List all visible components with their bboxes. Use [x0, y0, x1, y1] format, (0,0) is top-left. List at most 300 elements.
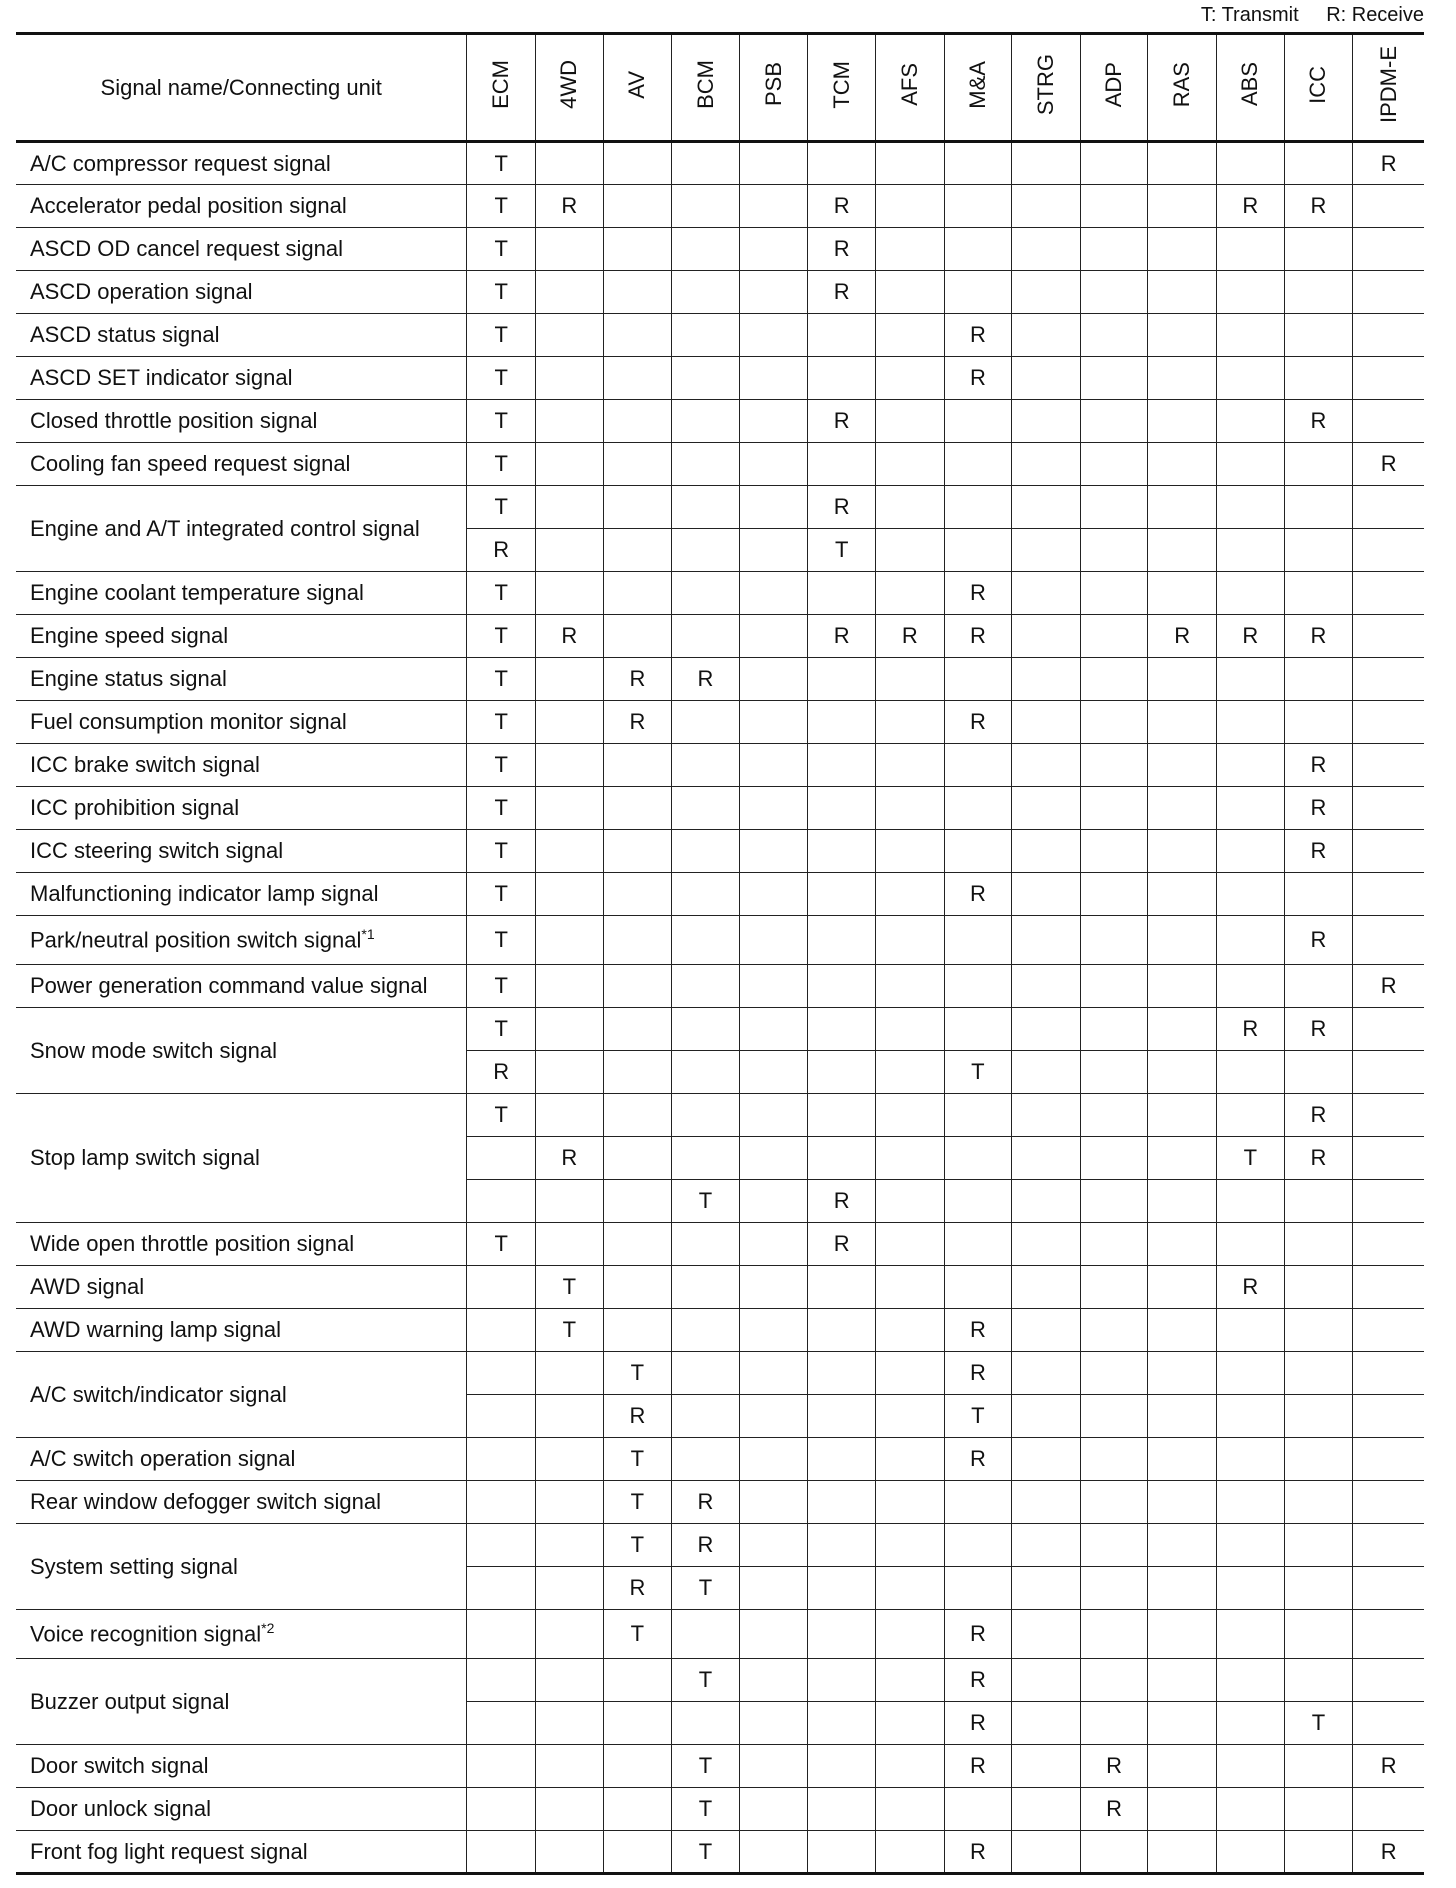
signal-direction-cell — [1148, 529, 1217, 572]
signal-direction-cell: R — [944, 1309, 1012, 1352]
signal-direction-cell — [536, 1702, 604, 1745]
signal-direction-cell — [1353, 830, 1424, 873]
signal-direction-cell: T — [467, 314, 536, 357]
signal-direction-cell: R — [1284, 830, 1353, 873]
signal-direction-cell: T — [808, 529, 876, 572]
signal-name-cell — [16, 1745, 467, 1788]
unit-column-header — [875, 34, 944, 142]
signal-direction-cell — [1012, 1788, 1081, 1831]
signal-direction-cell — [672, 1610, 740, 1659]
signal-direction-cell — [1353, 228, 1424, 271]
signal-direction-cell — [808, 873, 876, 916]
unit-label: ADP — [1101, 61, 1127, 108]
signal-direction-cell — [739, 314, 808, 357]
signal-direction-cell: R — [808, 1223, 876, 1266]
signal-direction-cell: R — [536, 615, 604, 658]
signal-direction-cell: T — [467, 142, 536, 185]
table-row — [16, 965, 1424, 1008]
signal-direction-cell: T — [536, 1266, 604, 1309]
signal-name-cell — [16, 1788, 467, 1831]
signal-direction-cell — [875, 1481, 944, 1524]
signal-direction-cell — [808, 1094, 876, 1137]
signal-direction-cell — [1353, 572, 1424, 615]
header-row — [16, 34, 1424, 142]
signal-direction-cell — [944, 443, 1012, 486]
signal-direction-cell — [603, 873, 672, 916]
signal-direction-cell: R — [467, 529, 536, 572]
signal-direction-cell — [1217, 965, 1285, 1008]
signal-direction-cell — [739, 1094, 808, 1137]
signal-direction-cell — [1353, 916, 1424, 965]
signal-direction-cell: R — [1284, 1137, 1353, 1180]
unit-column-header — [1353, 34, 1424, 142]
signal-name: ASCD OD cancel request signal — [30, 236, 344, 261]
signal-direction-cell — [603, 228, 672, 271]
signal-direction-cell — [739, 965, 808, 1008]
signal-name: ICC brake switch signal — [30, 752, 260, 777]
signal-direction-cell: T — [603, 1438, 672, 1481]
signal-direction-cell — [603, 615, 672, 658]
signal-direction-cell: T — [672, 1567, 740, 1610]
signal-direction-cell — [1012, 916, 1081, 965]
signal-direction-cell: T — [467, 443, 536, 486]
signal-direction-cell — [1217, 1481, 1285, 1524]
signal-direction-cell — [1217, 1309, 1285, 1352]
signal-direction-cell — [808, 1051, 876, 1094]
signal-direction-cell — [1012, 830, 1081, 873]
signal-direction-cell: R — [808, 400, 876, 443]
signal-direction-cell — [1148, 701, 1217, 744]
signal-direction-cell — [1284, 1438, 1353, 1481]
signal-name: Engine status signal — [30, 666, 227, 691]
signal-direction-cell — [875, 1745, 944, 1788]
signal-name: Park/neutral position switch signal — [30, 927, 362, 953]
signal-direction-cell — [1217, 1051, 1285, 1094]
signal-direction-cell — [875, 185, 944, 228]
signal-direction-cell — [1353, 1481, 1424, 1524]
signal-direction-cell — [1148, 658, 1217, 701]
signal-direction-cell — [467, 1745, 536, 1788]
signal-name: Engine speed signal — [30, 623, 229, 648]
signal-direction-cell — [1012, 529, 1081, 572]
table-row — [16, 1008, 1424, 1051]
signal-direction-cell — [1080, 1223, 1148, 1266]
signal-direction-cell — [1284, 1180, 1353, 1223]
signal-direction-cell — [1353, 1266, 1424, 1309]
signal-direction-cell — [672, 357, 740, 400]
signal-direction-cell — [1148, 443, 1217, 486]
signal-direction-cell — [739, 1137, 808, 1180]
signal-name-cell — [16, 357, 467, 400]
signal-direction-cell — [1012, 1352, 1081, 1395]
signal-direction-cell — [1012, 1309, 1081, 1352]
signal-direction-cell — [467, 1137, 536, 1180]
signal-direction-cell — [1217, 572, 1285, 615]
signal-name: Rear window defogger switch signal — [30, 1489, 381, 1514]
legend-receive: R: Receive — [1326, 4, 1424, 26]
signal-direction-cell — [808, 142, 876, 185]
signal-direction-cell — [1080, 228, 1148, 271]
signal-direction-cell — [603, 1659, 672, 1702]
table-row — [16, 228, 1424, 271]
signal-direction-cell — [944, 529, 1012, 572]
signal-direction-cell — [1353, 787, 1424, 830]
signal-name-cell — [16, 1524, 467, 1610]
signal-direction-cell — [603, 1266, 672, 1309]
signal-direction-cell: R — [1284, 787, 1353, 830]
signal-direction-cell — [603, 1831, 672, 1874]
signal-direction-cell — [1217, 1223, 1285, 1266]
signal-direction-cell — [1217, 1524, 1285, 1567]
signal-direction-cell: R — [1353, 443, 1424, 486]
signal-direction-cell — [536, 1831, 604, 1874]
signal-direction-cell — [536, 486, 604, 529]
signal-name-cell — [16, 744, 467, 787]
signal-direction-cell: R — [808, 1180, 876, 1223]
signal-direction-cell — [1080, 830, 1148, 873]
signal-direction-cell — [672, 1137, 740, 1180]
signal-direction-cell — [467, 1659, 536, 1702]
signal-direction-cell — [603, 271, 672, 314]
signal-direction-cell — [672, 142, 740, 185]
signal-direction-cell — [1080, 1524, 1148, 1567]
unit-label: BCM — [692, 60, 718, 109]
unit-label: TCM — [828, 60, 854, 109]
signal-direction-cell — [603, 314, 672, 357]
signal-direction-cell — [672, 1008, 740, 1051]
signal-direction-cell — [1284, 701, 1353, 744]
signal-direction-cell — [1012, 142, 1081, 185]
signal-direction-cell: T — [467, 228, 536, 271]
signal-name-cell — [16, 1008, 467, 1094]
signal-direction-cell — [808, 1352, 876, 1395]
signal-direction-cell — [536, 529, 604, 572]
signal-direction-cell — [1148, 1745, 1217, 1788]
unit-label: AV — [624, 70, 650, 99]
signal-direction-cell — [1148, 1610, 1217, 1659]
signal-direction-cell — [1012, 572, 1081, 615]
signal-direction-cell — [1217, 529, 1285, 572]
signal-direction-cell — [672, 314, 740, 357]
table-row — [16, 314, 1424, 357]
signal-direction-cell — [1284, 486, 1353, 529]
can-signal-table-container — [16, 32, 1424, 1875]
signal-direction-cell — [1080, 1438, 1148, 1481]
signal-direction-cell: T — [944, 1395, 1012, 1438]
signal-direction-cell — [1353, 1137, 1424, 1180]
signal-direction-cell — [603, 400, 672, 443]
unit-column-header — [808, 34, 876, 142]
signal-direction-cell — [536, 1610, 604, 1659]
signal-direction-cell: T — [467, 1223, 536, 1266]
signal-direction-cell — [1012, 400, 1081, 443]
table-row — [16, 1524, 1424, 1567]
signal-direction-cell: R — [1284, 615, 1353, 658]
signal-direction-cell — [1148, 1438, 1217, 1481]
footnote-marker: *1 — [361, 926, 375, 943]
signal-direction-cell: R — [1284, 916, 1353, 965]
signal-direction-cell — [1148, 1008, 1217, 1051]
signal-direction-cell — [1012, 1395, 1081, 1438]
signal-direction-cell — [1080, 1610, 1148, 1659]
signal-direction-cell — [808, 1567, 876, 1610]
signal-name-cell — [16, 443, 467, 486]
signal-direction-cell — [739, 1610, 808, 1659]
signal-direction-cell — [875, 357, 944, 400]
signal-direction-cell — [1148, 185, 1217, 228]
signal-direction-cell — [739, 873, 808, 916]
signal-direction-cell: R — [672, 1524, 740, 1567]
signal-direction-cell: R — [603, 1567, 672, 1610]
signal-direction-cell — [1217, 1352, 1285, 1395]
signal-name-cell — [16, 314, 467, 357]
signal-name-cell — [16, 228, 467, 271]
signal-direction-cell — [739, 185, 808, 228]
table-row — [16, 1094, 1424, 1137]
signal-direction-cell — [1148, 1567, 1217, 1610]
signal-direction-cell — [739, 228, 808, 271]
signal-direction-cell: R — [1148, 615, 1217, 658]
signal-direction-cell: R — [944, 314, 1012, 357]
signal-direction-cell — [875, 744, 944, 787]
signal-direction-cell — [536, 443, 604, 486]
signal-direction-cell: R — [536, 185, 604, 228]
signal-direction-cell — [875, 1438, 944, 1481]
signal-direction-cell — [536, 1395, 604, 1438]
signal-direction-cell — [467, 1395, 536, 1438]
signal-name-cell — [16, 658, 467, 701]
signal-direction-cell — [603, 787, 672, 830]
signal-direction-cell: R — [1284, 185, 1353, 228]
signal-direction-cell — [808, 1438, 876, 1481]
signal-direction-cell — [672, 1309, 740, 1352]
signal-direction-cell — [1012, 357, 1081, 400]
signal-direction-cell — [603, 1137, 672, 1180]
can-signal-table — [16, 32, 1424, 1875]
signal-direction-cell — [875, 314, 944, 357]
signal-direction-cell — [1217, 142, 1285, 185]
signal-direction-cell — [875, 1266, 944, 1309]
signal-name: System setting signal — [30, 1553, 238, 1579]
signal-direction-cell — [875, 1702, 944, 1745]
signal-direction-cell — [536, 658, 604, 701]
signal-direction-cell — [672, 1352, 740, 1395]
signal-direction-cell — [1353, 1352, 1424, 1395]
signal-direction-cell: T — [603, 1610, 672, 1659]
signal-direction-cell: T — [944, 1051, 1012, 1094]
signal-direction-cell — [739, 830, 808, 873]
unit-label: 4WD — [556, 60, 582, 109]
signal-direction-cell — [1012, 1481, 1081, 1524]
signal-direction-cell — [944, 1180, 1012, 1223]
signal-direction-cell — [808, 1266, 876, 1309]
signal-direction-cell — [808, 744, 876, 787]
table-row — [16, 572, 1424, 615]
signal-direction-cell: T — [603, 1524, 672, 1567]
signal-direction-cell: R — [1353, 142, 1424, 185]
signal-direction-cell — [739, 443, 808, 486]
signal-name-cell — [16, 1438, 467, 1481]
signal-direction-cell — [875, 400, 944, 443]
signal-direction-cell — [536, 701, 604, 744]
signal-direction-cell — [808, 1309, 876, 1352]
signal-direction-cell — [1148, 787, 1217, 830]
signal-direction-cell — [808, 1745, 876, 1788]
signal-direction-cell — [536, 1524, 604, 1567]
unit-label: AFS — [896, 63, 922, 106]
unit-label: IPDM-E — [1375, 46, 1401, 123]
signal-name-cell — [16, 615, 467, 658]
signal-name: AWD signal — [30, 1274, 145, 1299]
signal-direction-cell — [1217, 1831, 1285, 1874]
signal-direction-cell: T — [1217, 1137, 1285, 1180]
signal-direction-cell — [467, 1831, 536, 1874]
signal-name: Front fog light request signal — [30, 1838, 308, 1864]
signal-direction-cell — [1080, 1094, 1148, 1137]
signal-direction-cell — [1148, 744, 1217, 787]
unit-label: PSB — [760, 62, 786, 107]
signal-direction-cell — [1012, 185, 1081, 228]
signal-direction-cell: T — [467, 873, 536, 916]
signal-direction-cell — [603, 529, 672, 572]
signal-direction-cell — [603, 357, 672, 400]
signal-direction-cell — [944, 486, 1012, 529]
signal-direction-cell — [1284, 1610, 1353, 1659]
signal-direction-cell — [1217, 787, 1285, 830]
signal-direction-cell — [467, 1524, 536, 1567]
signal-direction-cell — [944, 271, 1012, 314]
signal-direction-cell: R — [536, 1137, 604, 1180]
signal-direction-cell — [1284, 357, 1353, 400]
signal-direction-cell — [944, 1266, 1012, 1309]
signal-direction-cell — [1353, 357, 1424, 400]
signal-direction-cell — [808, 658, 876, 701]
signal-name-cell — [16, 1831, 467, 1874]
signal-direction-cell — [1080, 1702, 1148, 1745]
signal-direction-cell — [1284, 658, 1353, 701]
signal-direction-cell: R — [944, 572, 1012, 615]
signal-direction-cell — [1353, 314, 1424, 357]
signal-direction-cell: R — [672, 658, 740, 701]
signal-direction-cell — [467, 1352, 536, 1395]
signal-direction-cell — [808, 1524, 876, 1567]
signal-direction-cell — [536, 228, 604, 271]
signal-direction-cell — [603, 142, 672, 185]
signal-direction-cell — [672, 271, 740, 314]
signal-direction-cell: R — [808, 271, 876, 314]
signal-direction-cell — [808, 314, 876, 357]
signal-direction-cell — [536, 1223, 604, 1266]
signal-direction-cell — [1080, 1481, 1148, 1524]
signal-direction-cell — [808, 787, 876, 830]
signal-direction-cell — [739, 787, 808, 830]
signal-direction-cell — [944, 142, 1012, 185]
signal-direction-cell: R — [1080, 1745, 1148, 1788]
signal-direction-cell — [1284, 1524, 1353, 1567]
table-row — [16, 1352, 1424, 1395]
signal-direction-cell — [1080, 572, 1148, 615]
signal-direction-cell — [672, 529, 740, 572]
signal-direction-cell — [739, 1524, 808, 1567]
signal-direction-cell — [536, 142, 604, 185]
signal-direction-cell — [875, 142, 944, 185]
signal-direction-cell: T — [536, 1309, 604, 1352]
signal-direction-cell: T — [467, 965, 536, 1008]
signal-direction-cell — [1284, 1051, 1353, 1094]
signal-direction-cell — [1217, 1702, 1285, 1745]
signal-direction-cell — [1012, 744, 1081, 787]
signal-direction-cell — [1353, 1094, 1424, 1137]
signal-direction-cell — [739, 1266, 808, 1309]
signal-direction-cell — [536, 572, 604, 615]
table-row — [16, 400, 1424, 443]
unit-column-header — [467, 34, 536, 142]
signal-name: Voice recognition signal — [30, 1621, 262, 1647]
signal-direction-cell: R — [808, 185, 876, 228]
signal-direction-cell — [1353, 1309, 1424, 1352]
signal-direction-cell — [1012, 787, 1081, 830]
signal-direction-cell — [1217, 1094, 1285, 1137]
signal-direction-cell — [739, 658, 808, 701]
signal-direction-cell — [1012, 1438, 1081, 1481]
signal-name-cell — [16, 185, 467, 228]
signal-direction-cell — [944, 744, 1012, 787]
signal-direction-cell — [944, 787, 1012, 830]
signal-direction-cell — [536, 357, 604, 400]
signal-direction-cell — [1284, 1352, 1353, 1395]
signal-direction-cell: T — [467, 486, 536, 529]
signal-direction-cell: T — [467, 1008, 536, 1051]
signal-direction-cell — [739, 615, 808, 658]
signal-direction-cell — [1080, 529, 1148, 572]
signal-direction-cell — [1148, 873, 1217, 916]
signal-direction-cell — [1012, 1702, 1081, 1745]
signal-direction-cell — [808, 916, 876, 965]
signal-direction-cell — [672, 615, 740, 658]
signal-direction-cell — [1353, 1395, 1424, 1438]
signal-direction-cell — [875, 1788, 944, 1831]
signal-direction-cell — [1080, 1180, 1148, 1223]
table-row — [16, 185, 1424, 228]
signal-direction-cell — [672, 228, 740, 271]
signal-direction-cell: R — [944, 357, 1012, 400]
signal-direction-cell: T — [467, 1094, 536, 1137]
signal-direction-cell — [1217, 271, 1285, 314]
signal-direction-cell — [1148, 357, 1217, 400]
signal-direction-cell — [603, 1051, 672, 1094]
signal-name: ASCD operation signal — [30, 279, 253, 304]
signal-direction-cell — [603, 1180, 672, 1223]
signal-direction-cell — [603, 185, 672, 228]
signal-direction-cell — [1012, 1180, 1081, 1223]
signal-direction-cell — [1284, 572, 1353, 615]
table-row — [16, 1745, 1424, 1788]
signal-direction-cell: T — [672, 1745, 740, 1788]
signal-name: Engine and A/T integrated control signal — [30, 515, 420, 541]
signal-name-cell — [16, 1223, 467, 1266]
signal-direction-cell — [1012, 1524, 1081, 1567]
signal-direction-cell: R — [1217, 615, 1285, 658]
signal-name: AWD warning lamp signal — [30, 1317, 282, 1342]
signal-name-cell — [16, 1481, 467, 1524]
signal-direction-cell — [1012, 1745, 1081, 1788]
signal-direction-cell — [1217, 1395, 1285, 1438]
signal-direction-cell — [808, 701, 876, 744]
signal-direction-cell — [1217, 1745, 1285, 1788]
signal-direction-cell — [1080, 185, 1148, 228]
signal-direction-cell — [536, 830, 604, 873]
signal-direction-cell — [672, 916, 740, 965]
